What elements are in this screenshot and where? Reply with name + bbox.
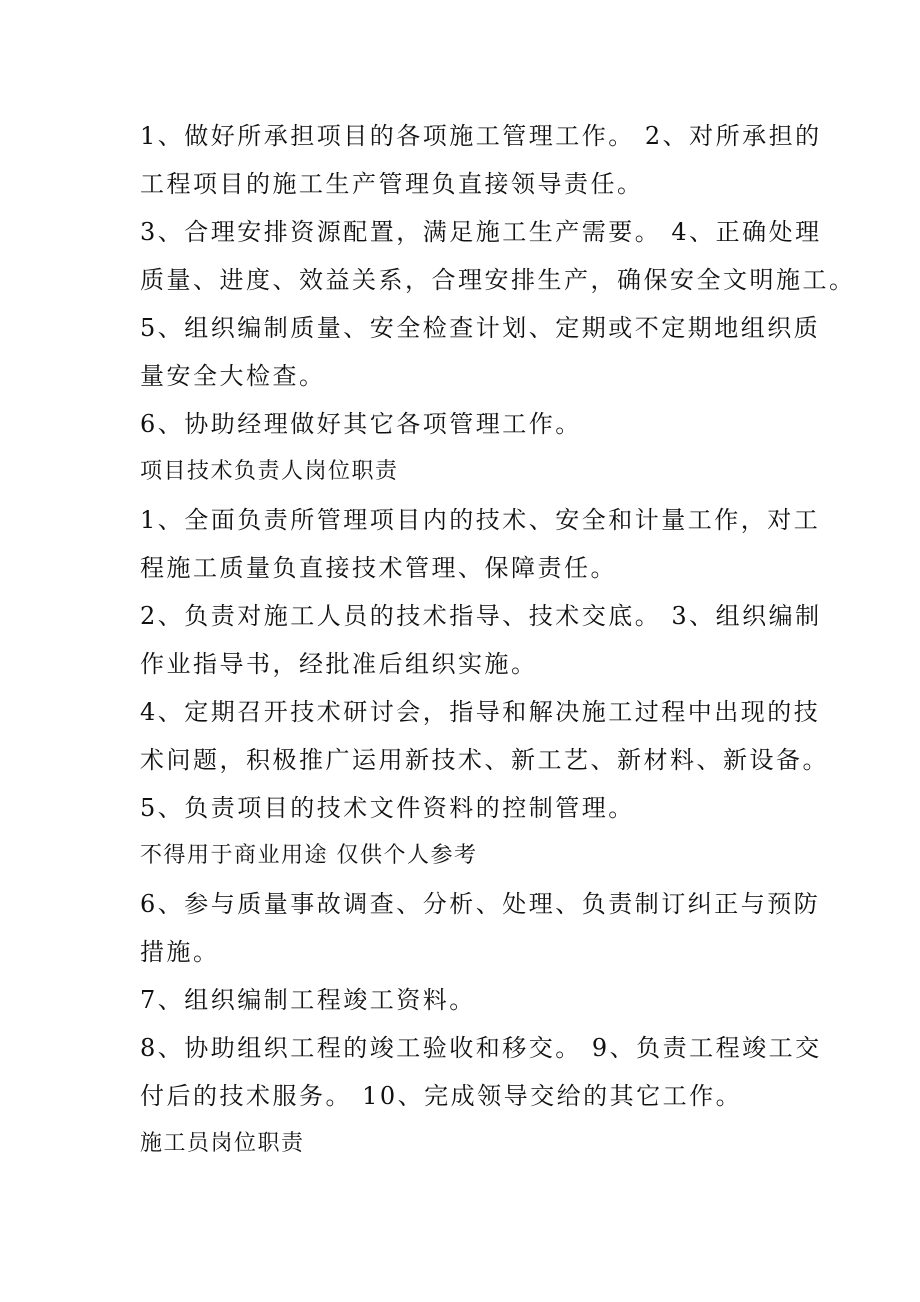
section-heading: 项目技术负责人岗位职责	[140, 459, 399, 484]
text-line: 措施。	[140, 938, 220, 966]
disclaimer-note: 不得用于商业用途 仅供个人参考	[140, 843, 478, 868]
text-line: 付后的技术服务。 10、完成领导交给的其它工作。	[140, 1082, 743, 1110]
text-line: 作业指导书，经批准后组织实施。	[140, 650, 538, 678]
text-line: 5、负责项目的技术文件资料的控制管理。	[140, 794, 635, 822]
text-line: 工程项目的施工生产管理负直接领导责任。	[140, 170, 644, 198]
text-line: 3、合理安排资源配置，满足施工生产需要。 4、正确处理	[140, 218, 822, 246]
text-line: 4、定期召开技术研讨会，指导和解决施工过程中出现的技	[140, 698, 821, 726]
text-line: 7、组织编制工程竣工资料。	[140, 986, 476, 1014]
text-line: 质量、进度、效益关系，合理安排生产，确保安全文明施工。	[140, 266, 856, 294]
text-line: 程施工质量负直接技术管理、保障责任。	[140, 554, 617, 582]
text-line: 术问题，积极推广运用新技术、新工艺、新材料、新设备。	[140, 746, 829, 774]
text-line: 1、全面负责所管理项目内的技术、安全和计量工作，对工	[140, 506, 821, 534]
text-line: 6、协助经理做好其它各项管理工作。	[140, 410, 582, 438]
text-line: 1、做好所承担项目的各项施工管理工作。 2、对所承担的	[140, 122, 822, 150]
section-heading: 施工员岗位职责	[140, 1131, 305, 1156]
text-line: 2、负责对施工人员的技术指导、技术交底。 3、组织编制	[140, 602, 822, 630]
text-line: 8、协助组织工程的竣工验收和移交。 9、负责工程竣工交	[140, 1034, 822, 1062]
text-line: 量安全大检查。	[140, 362, 326, 390]
text-line: 5、组织编制质量、安全检查计划、定期或不定期地组织质	[140, 314, 821, 342]
text-line: 6、参与质量事故调查、分析、处理、负责制订纠正与预防	[140, 890, 821, 918]
